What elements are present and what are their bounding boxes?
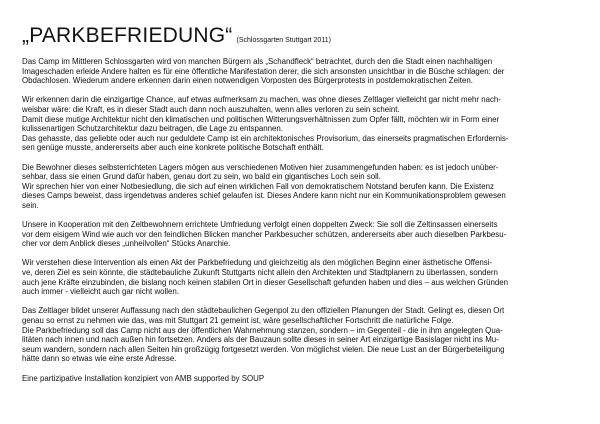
paragraph-5: Wir verstehen diese Intervention als einen Akt der Parkbefriedung und gleichzeitig als den möglichen Beginn einer ästhetische Offensi- ve, deren Ziel es sein könnte, die städtebauliche Zukunft Stuttgarts nicht allein den Architekten und Stadtplanern zu überlassen, sondern auch jene Kräfte einzubinden, die bislang noch keinen stabilen Ort in dieser Gesellschaft gefunden haben und dies – aus welchen Gründen auch immer - vielleicht auch gar nicht wollen. [22, 258, 509, 297]
paragraph-2: Wir erkennen darin die einzigartige Chance, auf etwas aufmerksam zu machen, was ohne dieses Zeltlager vielleicht gar nicht mehr nach- weisbar wäre: die Kraft, es in dieser Stadt auch dann noch auszuhalten, wenn alles verloren zu sein scheint. Damit diese mutige Architektur nicht den klimatischen und politischen Witterungsverhältnissen zum Opfer fällt, möchten wir in Form einer kulissenartigen Schutzarchitektur dazu beitragen, die Lage zu entspannen. Das gehasste, das geliebte oder auch nur geduldete Camp ist ein architektonisches Provisorium, das einerseits pragmatischen Erfordernis- sen genüge musste, andererseits aber auch eine konkrete politische Botschaft enthält. [22, 95, 509, 153]
page-subtitle: (Schlossgarten Stuttgart 2011) [236, 37, 331, 44]
paragraph-4: Unsere in Kooperation mit den Zeltbewohnern errichtete Umfriedung verfolgt einen doppelten Zweck: Sie soll die Zeltinsassen einerseits vor dem eisigem Wind wie auch vor den feindlichen Blicken mancher Parkbesucher schützen, andererseits aber auch dieselben Parkbesu- cher vor dem Anblick dieses „unheilvollen“ Stücks Anarchie. [22, 220, 507, 249]
page-title: „PARKBEFRIEDUNG“ [22, 24, 233, 47]
paragraph-6: Das Zeltlager bildet unserer Auffassung nach den städtebaulichen Gegenpol zu den offiziellen Planungen der Stadt. Gelingt es, diesen Ort genau so ernst zu nehmen wie das, was mit Stuttgart 21 gemeint ist, wäre gesellschaftlicher Fortschritt die natürliche Folge. Die Parkbefriedung soll das Camp nicht aus der öffentlichen Wahrnehmung stanzen, sondern – im Gegenteil - die in ihm angelegten Qua- litäten nach innen und nach außen hin fortsetzen. Anders als der Bauzaun sollte dieses in seiner Art einzigartige Basislager nicht ins Mu- seum wandern, sondern nach allen Seiten hin großzügig fortgesetzt werden. Von möglichst vielen. Die neue Lust an der Bürgerbeteiligung hätte dann so etwas wie eine erste Adresse. [22, 306, 505, 364]
credit-line: Eine partizipative Installation konzipiert von AMB supported by SOUP [22, 373, 265, 383]
title-row [22, 24, 578, 48]
paragraph-1: Das Camp im Mittleren Schlossgarten wird von manchen Bürgern als „Schandfleck“ betrachtet, durch den die Stadt einen nachhaltigen Imageschaden erleide Andere halten es für eine öffentliche Manifestation derer, die sich ansonsten unsichtbar in die Büsche schlagen: der Obdachlosen. Wiederum andere erkennen darin einen notwendigen Vorposten des Bürgerprotests in postdemokratischen Zeiten. [22, 57, 505, 86]
paragraph-3: Die Bewohner dieses selbsterrichteten Lagers mögen aus verschiedenen Motiven hier zusammengefunden haben: es ist jedoch unüber- sehbar, dass sie einen Grund dafür haben, genau dort zu sein, wo bald ein gigantisches Loch sein soll. Wir sprechen hier von einer Notbesiedlung, die sich auf einen wirklichen Fall von demokratischem Notstand berufen kann. Die Existenz dieses Camps beweist, dass irgendetwas anderes schief gelaufen ist. Dieses Andere kann nicht nur ein Kommunikationsproblem gewesen sein. [22, 162, 506, 210]
